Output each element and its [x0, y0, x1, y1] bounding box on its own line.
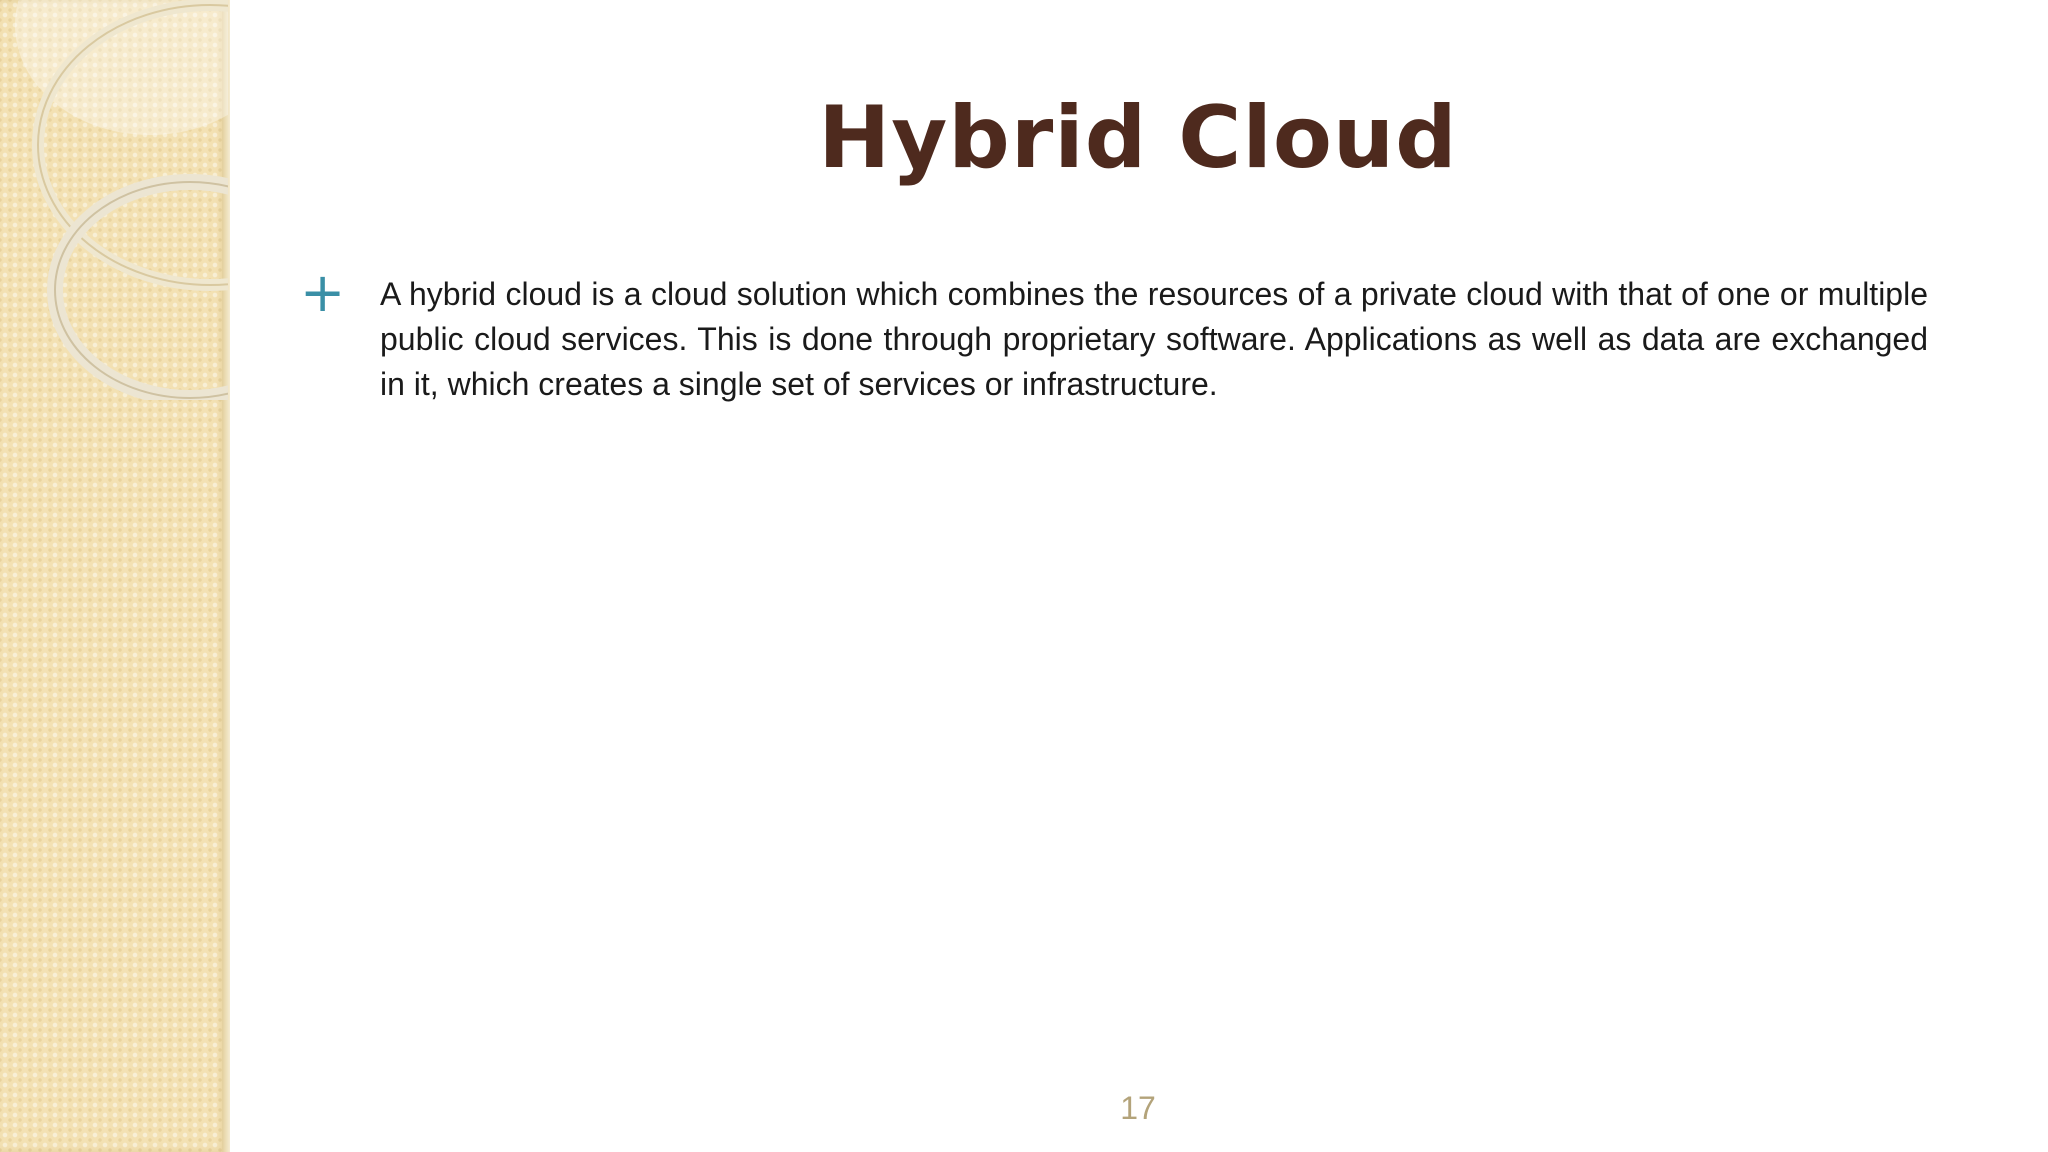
slide-title: Hybrid Cloud: [818, 88, 1458, 188]
page-number: 17: [1120, 1090, 1156, 1126]
bullet-list: [300, 261, 1928, 407]
plus-icon: +: [300, 261, 346, 324]
list-item: [300, 261, 1928, 407]
decorative-rings-icon: [0, 0, 228, 400]
bullet-text: A hybrid cloud is a cloud solution which combines the resources of a private cloud with that of one or multiple public cloud services. This is done through proprietary software. Applications as well as data are exchanged in it, which creates a single set of services or infrastructure.: [380, 276, 1928, 402]
